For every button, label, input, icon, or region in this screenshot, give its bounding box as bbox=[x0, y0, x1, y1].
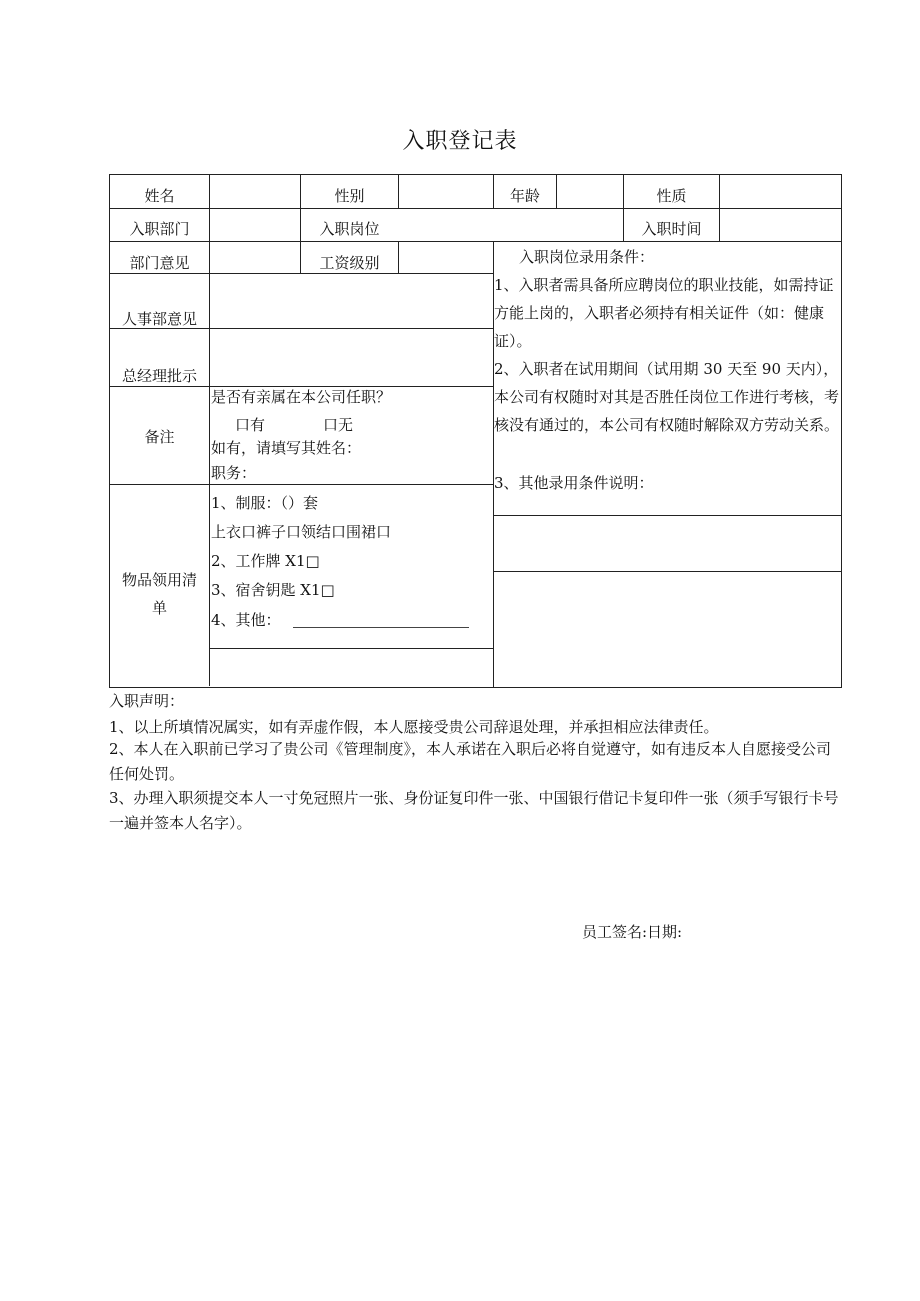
other-items bbox=[211, 611, 469, 629]
declaration-heading: 入职声明： bbox=[109, 692, 185, 710]
hr-opinion-label: 人事部意见 bbox=[121, 310, 197, 328]
row-divider bbox=[109, 328, 494, 329]
salary-level-field[interactable] bbox=[401, 244, 491, 272]
items-list-label-line1: 物品领用清 bbox=[121, 571, 197, 589]
col-divider bbox=[719, 174, 720, 242]
row-divider bbox=[109, 484, 494, 485]
col-divider bbox=[556, 174, 557, 209]
condition-2: 2、入职者在试用期间（试用期 30 天至 90 天内），本公司有权随时对其是否胜任岗位工作进行考核，考核没有通过的，本公司有权随时解除双方劳动关系。 bbox=[494, 360, 840, 434]
items-list-label-line2: 单 bbox=[151, 599, 167, 617]
entry-date-label: 入职时间 bbox=[641, 220, 702, 238]
relatives-no-checkbox[interactable]: 口无 bbox=[323, 416, 354, 434]
relatives-question: 是否有亲属在本公司任职？ bbox=[211, 388, 392, 406]
department-field[interactable] bbox=[212, 211, 298, 239]
declaration-2: 2、本人在入职前已学习了贵公司《管理制度》，本人承诺在入职后必将自觉遵守，如有违反本人自愿接受公司任何处罚。 bbox=[109, 740, 832, 783]
conditions-extra-field-1[interactable] bbox=[495, 517, 838, 569]
name-label: 姓名 bbox=[144, 187, 175, 205]
department-label: 入职部门 bbox=[129, 220, 190, 238]
items-extra-field[interactable] bbox=[212, 651, 490, 684]
gender-label: 性别 bbox=[334, 187, 365, 205]
row-divider bbox=[109, 241, 841, 242]
relative-name-prompt: 如有，请填写其姓名： bbox=[211, 439, 362, 457]
declaration-3: 3、办理入职须提交本人一寸免冠照片一张、身份证复印件一张、中国银行借记卡复印件一张（须手写银行卡号一遍并签本人名字）。 bbox=[109, 789, 839, 832]
work-badge-item[interactable]: 2、工作牌 X1□ bbox=[211, 552, 320, 570]
salary-level-label: 工资级别 bbox=[319, 254, 380, 272]
age-field[interactable] bbox=[559, 178, 621, 206]
dorm-key-item[interactable]: 3、宿舍钥匙 X1□ bbox=[211, 581, 335, 599]
col-divider bbox=[209, 174, 210, 686]
gender-field[interactable] bbox=[401, 178, 491, 206]
row-divider bbox=[209, 648, 494, 649]
age-label: 年龄 bbox=[509, 187, 540, 205]
row-divider bbox=[109, 273, 494, 274]
department-opinion-label: 部门意见 bbox=[129, 254, 190, 272]
gm-instruction-label: 总经理批示 bbox=[121, 367, 197, 385]
nature-field[interactable] bbox=[722, 178, 838, 206]
col-divider bbox=[398, 241, 399, 274]
name-field[interactable] bbox=[212, 178, 298, 206]
other-items-label: 4、其他： bbox=[211, 611, 281, 629]
other-items-underline[interactable] bbox=[293, 615, 469, 628]
nature-label: 性质 bbox=[656, 187, 687, 205]
department-opinion-field[interactable] bbox=[212, 244, 298, 272]
conditions-extra-field-2[interactable] bbox=[495, 573, 838, 684]
uniform-item: 1、制服：（）套 bbox=[211, 494, 319, 512]
condition-1: 1、入职者需具备所应聘岗位的职业技能，如需持证方能上岗的，入职者必须持有相关证件（如：健康证）。 bbox=[494, 276, 834, 350]
condition-3: 3、其他录用条件说明： bbox=[494, 474, 654, 492]
conditions-heading: 入职岗位录用条件： bbox=[519, 248, 655, 266]
row-divider bbox=[493, 571, 841, 572]
items-list-label bbox=[110, 566, 209, 622]
declaration-1: 1、以上所填情况属实，如有弄虚作假，本人愿接受贵公司辞退处理，并承担相应法律责任。 bbox=[109, 718, 719, 736]
relatives-yes-checkbox[interactable]: 口有 bbox=[235, 416, 266, 434]
row-divider bbox=[109, 386, 494, 387]
gm-instruction-field[interactable] bbox=[212, 331, 490, 384]
position-label: 入职岗位 bbox=[319, 220, 380, 238]
col-divider bbox=[398, 174, 399, 209]
hr-opinion-field[interactable] bbox=[212, 276, 490, 326]
remarks-label: 备注 bbox=[144, 428, 175, 446]
page-title: 入职登记表 bbox=[402, 129, 518, 154]
position-field[interactable] bbox=[401, 211, 621, 239]
clothing-checkboxes[interactable]: 上衣口裤子口领结口围裙口 bbox=[211, 523, 392, 541]
row-divider bbox=[109, 208, 841, 209]
entry-date-field[interactable] bbox=[722, 211, 838, 239]
row-divider bbox=[493, 515, 841, 516]
relative-duty-prompt: 职务： bbox=[211, 464, 257, 482]
employee-signature-date: 员工签名:日期: bbox=[582, 923, 683, 941]
